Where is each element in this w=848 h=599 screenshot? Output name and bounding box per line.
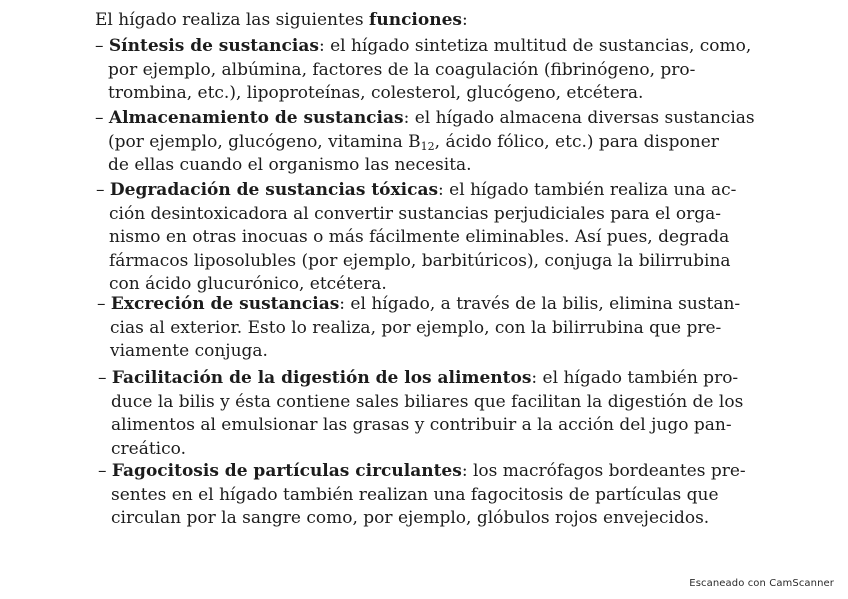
list-item-text: : los macrófagos bordeantes pre-	[461, 461, 746, 481]
list-item-term: Almacenamiento de sustancias	[108, 108, 404, 128]
list-item-line: creático.	[111, 438, 186, 459]
list-dash: –	[98, 368, 112, 388]
list-item-text: : el hígado, a través de la bilis, elimina sustan-	[339, 294, 741, 314]
list-dash: –	[97, 294, 111, 314]
list-item-line	[95, 35, 751, 59]
list-item-line: ción desintoxicadora al convertir sustancias perjudiciales para el orga-	[109, 203, 721, 224]
list-item-term: Excreción de sustancias	[110, 294, 340, 314]
list-item-text: : el hígado sintetiza multitud de sustancias, como,	[318, 36, 752, 56]
intro-end: :	[461, 10, 468, 30]
list-item-term: Degradación de sustancias tóxicas	[109, 180, 439, 200]
list-item-line: sentes en el hígado también realizan una fagocitosis de partículas que	[111, 484, 719, 505]
list-item-line: duce la bilis y ésta contiene sales biliares que facilitan la digestión de los	[111, 391, 744, 412]
list-item	[95, 35, 751, 106]
list-item	[98, 367, 743, 461]
list-item-line: por ejemplo, albúmina, factores de la coagulación (fibrinógeno, pro-	[108, 59, 696, 80]
list-item-text: : el hígado también pro-	[531, 368, 739, 388]
list-item-line: circulan por la sangre como, por ejemplo, glóbulos rojos envejecidos.	[111, 508, 710, 528]
list-item	[96, 179, 736, 297]
list-item-line	[96, 179, 736, 203]
list-item	[95, 107, 755, 178]
subscript: 12	[420, 139, 435, 153]
intro-bold-word: funciones	[369, 10, 462, 30]
intro-sentence	[95, 8, 468, 32]
list-item-line: alimentos al emulsionar las grasas y contribuir a la acción del jugo pan-	[111, 415, 732, 435]
list-item	[97, 293, 740, 364]
list-item-term: Síntesis de sustancias	[108, 36, 319, 56]
list-dash: –	[95, 36, 109, 56]
list-item-line	[98, 460, 746, 484]
list-item-line: de ellas cuando el organismo las necesita.	[108, 155, 472, 175]
list-dash: –	[98, 461, 112, 481]
list-item-term: Facilitación de la digestión de los alimentos	[111, 368, 532, 388]
list-item-text: : el hígado almacena diversas sustancias	[403, 108, 755, 128]
list-item-text: , ácido fólico, etc.) para disponer	[434, 131, 719, 152]
list-item-term: Fagocitosis de partículas circulantes	[111, 461, 462, 481]
list-item-line	[98, 367, 743, 391]
list-item-line: trombina, etc.), lipoproteínas, colesterol, glucógeno, etcétera.	[108, 83, 644, 103]
list-item-text: : el hígado también realiza una ac-	[438, 180, 737, 200]
intro-text: El hígado realiza las siguientes	[95, 10, 370, 30]
list-item-line	[95, 131, 755, 155]
list-item-line	[97, 293, 740, 317]
list-item-line: cias al exterior. Esto lo realiza, por ejemplo, con la bilirrubina que pre-	[110, 317, 722, 338]
scanner-watermark: Escaneado con CamScanner	[689, 578, 834, 589]
list-item	[98, 460, 746, 531]
list-item-line: con ácido glucurónico, etcétera.	[109, 274, 387, 294]
list-dash: –	[95, 108, 109, 128]
list-item-line	[95, 107, 755, 131]
list-item-text: (por ejemplo, glucógeno, vitamina B	[108, 131, 421, 152]
list-dash: –	[96, 180, 110, 200]
list-item-line: nismo en otras inocuas o más fácilmente eliminables. Así pues, degrada	[109, 227, 730, 247]
list-item-line: viamente conjuga.	[110, 341, 268, 361]
list-item-line: fármacos liposolubles (por ejemplo, barbitúricos), conjuga la bilirrubina	[109, 250, 731, 271]
